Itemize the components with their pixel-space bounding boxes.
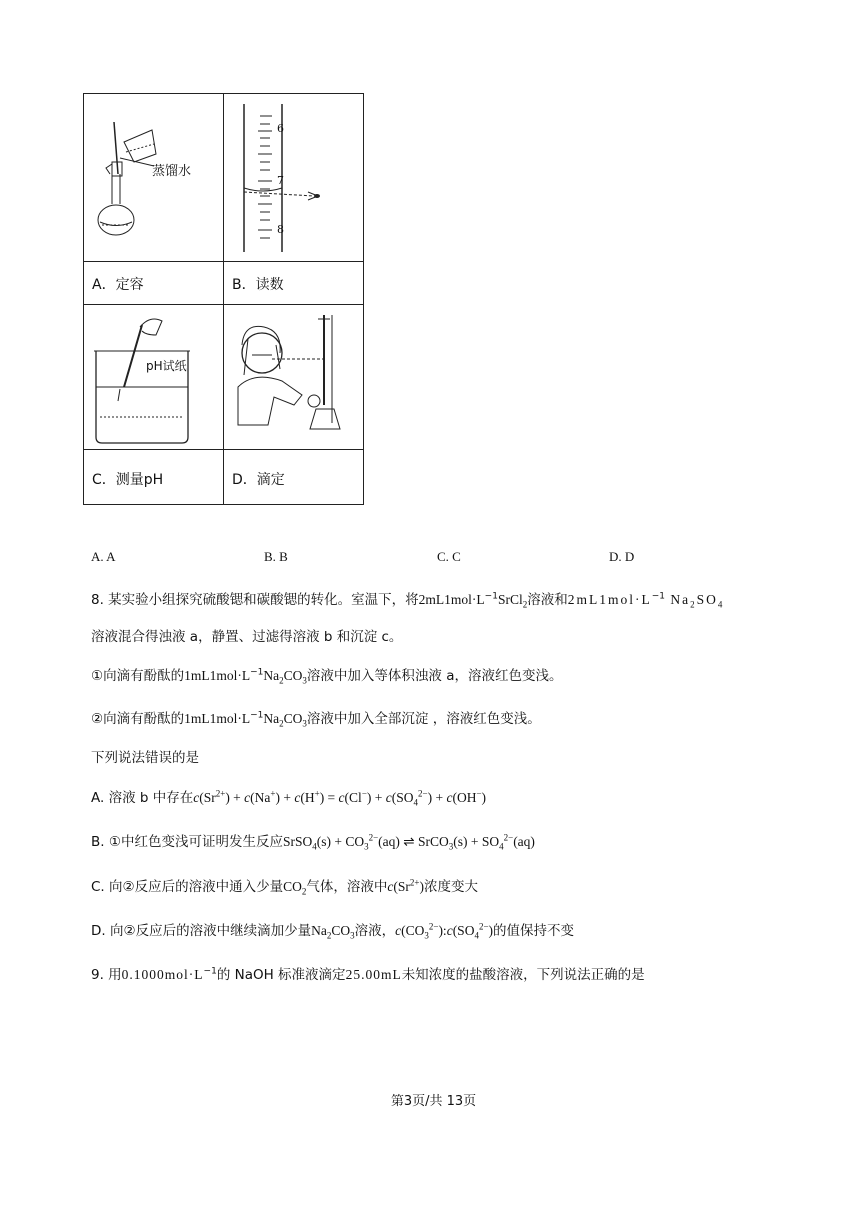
q8-option-b: B. ①中红色变浅可证明发生反应SrSO$_4$(s) + $CO_3^{2-}(aq)$ ⇌ SrCO$_3$(s) + $SO_4^{2-}(aq)$ xyxy=(91,832,535,852)
q8-option-d: D. 向②反应后的溶液中继续滴加少量$Na_2CO_3$溶液，$c(CO_3^{2-}):c(SO_4^{2-})$的值保持不变 xyxy=(91,921,575,941)
q8-option-c: C. 向②反应后的溶液中通入少量$CO_2$气体，溶液中$c(Sr^{2+})$浓度变大 xyxy=(91,877,478,897)
caption-c: C．测量pH xyxy=(92,472,164,488)
q8-stem-line1: 8. 某实验小组探究硫酸锶和碳酸锶的转化。室温下，将$2mL1mol\cdot L^{-1}SrCl_2$溶液和$2mL1mol\cdot L^{-1}$ $Na_2SO_4$ xyxy=(91,591,725,610)
apparatus-figure-table xyxy=(83,93,364,505)
table-divider xyxy=(84,261,363,262)
page-footer: 第3页/共 13页 xyxy=(390,1094,477,1109)
q8-prompt: 下列说法错误的是 xyxy=(91,750,199,766)
tick-label: 8 xyxy=(277,223,284,236)
q8-option-a: A. 溶液 b 中存在$c(Sr^{2+}) + c(Na^+) + c(H^+) = c(Cl^-) + c(SO_4^{2-}) + c(OH^-)$ xyxy=(91,788,487,808)
caption-b: B．读数 xyxy=(232,277,284,293)
q8-step2: ②向滴有酚酞的$1mL1mol\cdot L^{-1}Na_2CO_3$溶液中加入全部沉淀 ，溶液红色变浅。 xyxy=(91,710,541,729)
titration-illustration xyxy=(224,305,363,449)
q7-option-d: D. D xyxy=(609,549,635,564)
q7-option-b: B. B xyxy=(264,549,288,564)
caption-a: A．定容 xyxy=(92,277,144,293)
q8-stem-line2: 溶液混合得浊液 a，静置、过滤得溶液 b 和沉淀 c。 xyxy=(91,629,403,645)
q7-option-a: A. A xyxy=(91,549,116,564)
graduated-cylinder-illustration xyxy=(224,94,363,261)
tick-label: 6 xyxy=(277,122,284,135)
q7-option-c: C. C xyxy=(437,549,461,564)
caption-d: D．滴定 xyxy=(232,472,285,488)
distilled-water-label: 蒸馏水 xyxy=(152,164,192,179)
q9-stem: 9. 用$0.1000mol\cdot L^{-1}$的 NaOH 标准液滴定25.00mL未知浓度的盐酸溶液，下列说法正确的是 xyxy=(91,966,645,983)
beaker-ph-illustration xyxy=(84,305,223,449)
table-divider xyxy=(84,449,363,450)
tick-label: 7 xyxy=(277,174,284,187)
q8-step1: ①向滴有酚酞的$1mL1mol\cdot L^{-1}Na_2CO_3$溶液中加入等体积浊液 a，溶液红色变浅。 xyxy=(91,667,563,686)
ph-paper-label: pH试纸 xyxy=(146,359,187,373)
